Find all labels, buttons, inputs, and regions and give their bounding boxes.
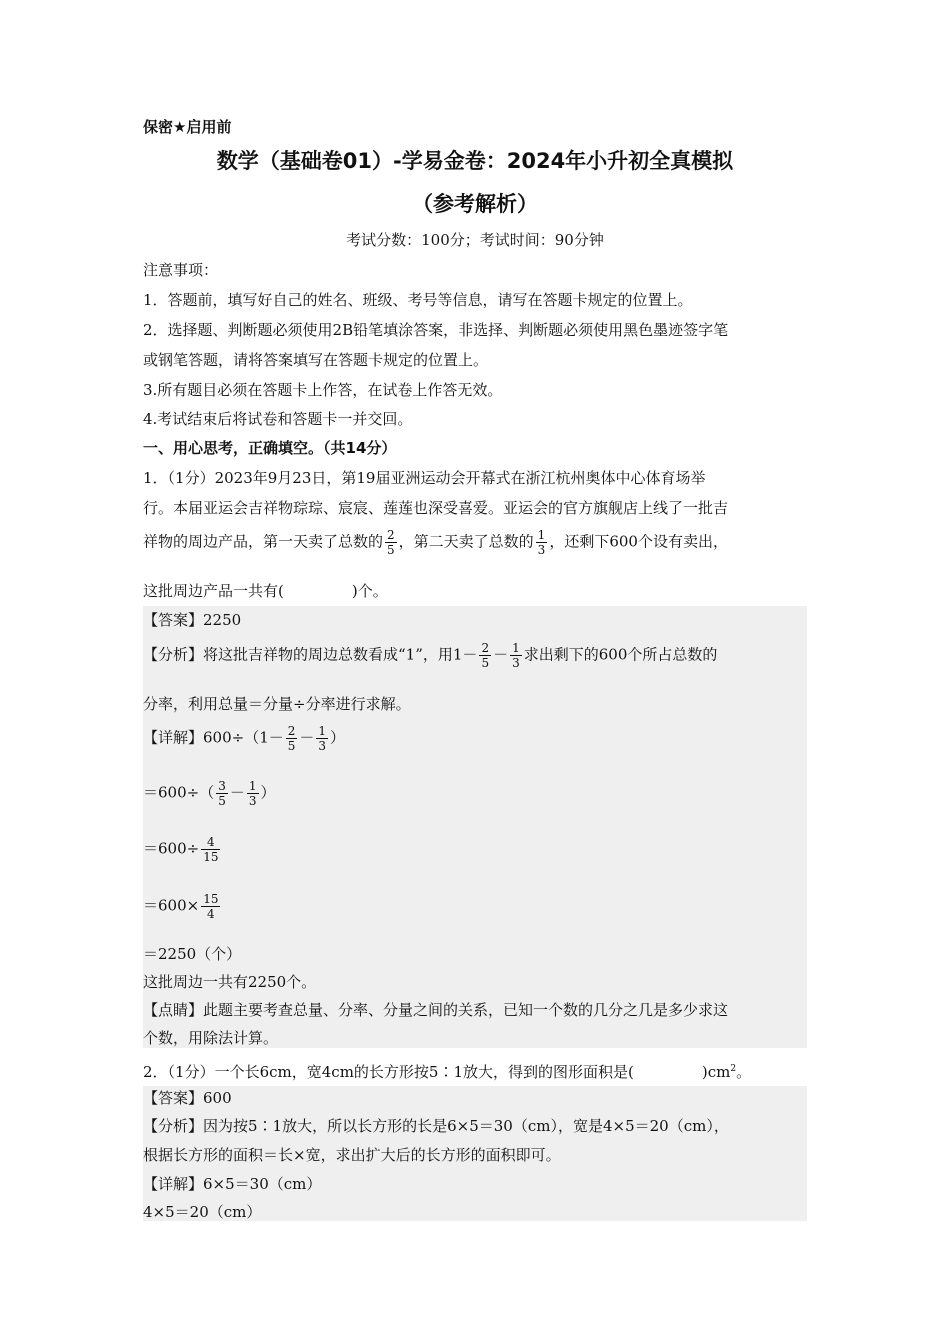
q1-answer: 【答案】2250 [143,611,242,629]
fraction-four-fifteenths: $\frac{4}{15}$ [203,835,219,864]
notice-item: 4.考试结束后将试卷和答题卡一并交回。 [143,410,413,428]
q1-text-line: 行。本届亚运会吉祥物琮琮、宸宸、莲莲也深受喜爱。亚运会的官方旗舰店上线了一批吉 [143,499,729,517]
fraction-two-fifths: $\frac{2}{5}$ [481,641,490,670]
q1-step: ＝600÷ $\frac{4}{15}$ [143,835,219,864]
notice-item: 或钢笔答题，请将答案填写在答题卡规定的位置上。 [143,351,489,369]
page-subtitle: （参考解析） [412,192,538,216]
section-heading: 一、用心思考，正确填空。（共14分） [143,439,397,457]
notice-item: 1．答题前，填写好自己的姓名、班级、考号等信息，请写在答题卡规定的位置上。 [143,291,693,309]
notice-item: 3.所有题目必须在答题卡上作答，在试卷上作答无效。 [143,381,503,399]
fraction-two-fifths: $\frac{2}{5}$ [387,528,395,557]
q1-conclusion: 这批周边一共有2250个。 [143,973,317,991]
fraction-one-third: $\frac{1}{3}$ [537,528,546,557]
fraction-one-third: $\frac{1}{3}$ [512,641,520,670]
q2-text-line: 2．（1分）一个长6cm，宽4cm的长方形按5∶1放大，得到的图形面积是( )$cm^2$。 [143,1063,752,1081]
fraction-one-third: $\frac{1}{3}$ [248,779,257,808]
fraction-two-fifths: $\frac{2}{5}$ [287,724,296,753]
notice-heading: 注意事项： [143,261,219,279]
q2-detail: 4×5＝20（cm） [143,1203,262,1221]
q1-detail: 【详解】600÷（1－ $\frac{2}{5}$ － $\frac{1}{3}$ ） [143,724,346,753]
q1-comment: 【点睛】此题主要考查总量、分率、分量之间的关系，已知一个数的几分之几是多少求这 [143,1001,729,1019]
notice-item: 2．选择题、判断题必须使用2B铅笔填涂答案，非选择、判断题必须使用黑色墨迹签字笔 [143,321,729,339]
q1-text-line: 1．（1分）2023年9月23日，第19届亚洲运动会开幕式在浙江杭州奥体中心体育场举 [143,469,706,487]
q1-comment: 个数，用除法计算。 [143,1029,279,1047]
q1-step: ＝2250（个） [143,945,242,963]
q2-detail: 【详解】6×5＝30（cm） [143,1175,322,1193]
q2-answer: 【答案】600 [143,1089,232,1107]
q1-text-line: 这批周边产品一共有( )个。 [143,582,388,600]
q1-analysis-line: 分率，利用总量＝分量÷分率进行求解。 [143,695,411,713]
page-title: 数学（基础卷01）-学易金卷：2024年小升初全真模拟 [216,149,734,173]
q1-text-line-fractions: 祥物的周边产品，第一天卖了总数的 $\frac{2}{5}$ ，第二天卖了总数的 $\frac{1}{3}$ ，还剩下600个设有卖出， [143,528,728,557]
q2-analysis: 根据长方形的面积＝长×宽，求出扩大后的长方形的面积即可。 [143,1146,561,1164]
fraction-fifteen-fourths: $\frac{15}{4}$ [203,892,219,921]
fraction-three-fifths: $\frac{3}{5}$ [218,779,226,808]
fraction-one-third: $\frac{1}{3}$ [318,724,327,753]
q2-analysis: 【分析】因为按5∶1放大，所以长方形的长是6×5＝30（cm），宽是4×5＝20（cm）， [143,1117,729,1135]
q1-step: ＝600÷（ $\frac{3}{5}$ － $\frac{1}{3}$ ） [143,779,276,808]
exam-info: 考试分数：100分；考试时间：90分钟 [346,231,604,249]
confidential-label: 保密★启用前 [143,118,232,136]
q1-analysis: 【分析】将这批吉祥物的周边总数看成“1”，用1－ $\frac{2}{5}$ － $\frac{1}{3}$ 求出剩下的600个所占总数的 [143,641,718,670]
q1-step: ＝600× $\frac{15}{4}$ [143,892,219,921]
